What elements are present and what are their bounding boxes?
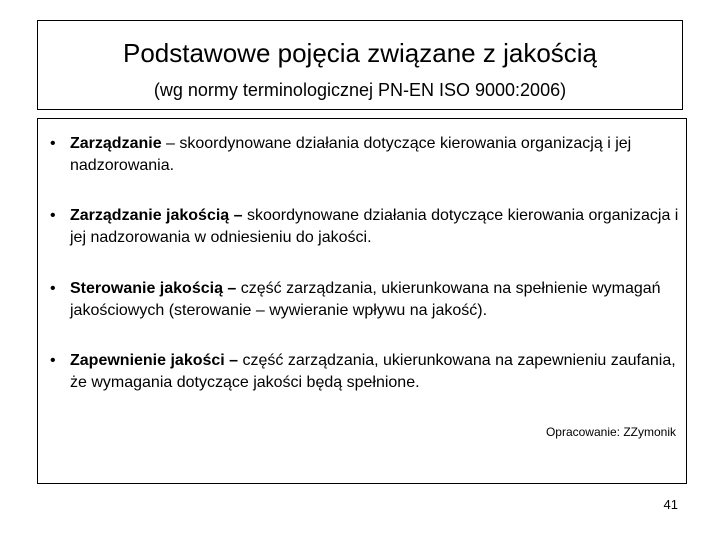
definition: część zarządzania, ukierunkowana na spełnienie wymagań jakościowych (sterowanie – wywieranie wpływu na jakość).: [70, 280, 661, 319]
term: Zarządzanie jakością –: [70, 207, 243, 224]
page-subtitle: (wg normy terminologicznej PN-EN ISO 9000:2006): [153, 80, 567, 100]
list-item-text: [70, 278, 682, 322]
bullet: •: [50, 207, 56, 224]
term: Sterowanie jakością –: [70, 280, 237, 297]
credit-note: Opracowanie: ZZymonik: [545, 425, 676, 439]
term: Zarządzanie: [70, 135, 162, 152]
bullet: •: [50, 352, 56, 369]
definition: część zarządzania, ukierunkowana na zapewnieniu zaufania, że wymagania dotyczące jakości będą spełnione.: [70, 352, 676, 391]
definition: – skoordynowane działania dotyczące kierowania organizacją i jej nadzorowania.: [70, 135, 632, 174]
page-number: 41: [663, 497, 678, 512]
page-title: Podstawowe pojęcia związane z jakością: [122, 38, 598, 68]
title-box: [37, 20, 683, 110]
definition: skoordynowane działania dotyczące kierowania organizacja i jej nadzorowania w odniesieniu do jakości.: [70, 207, 679, 246]
bullet: •: [50, 135, 56, 152]
term: Zapewnienie jakości –: [70, 352, 239, 369]
list-item-text: [70, 350, 682, 394]
list-item-text: [70, 133, 682, 177]
definitions-box: [37, 118, 687, 484]
bullet: •: [50, 280, 56, 297]
list-item-text: [70, 205, 682, 249]
